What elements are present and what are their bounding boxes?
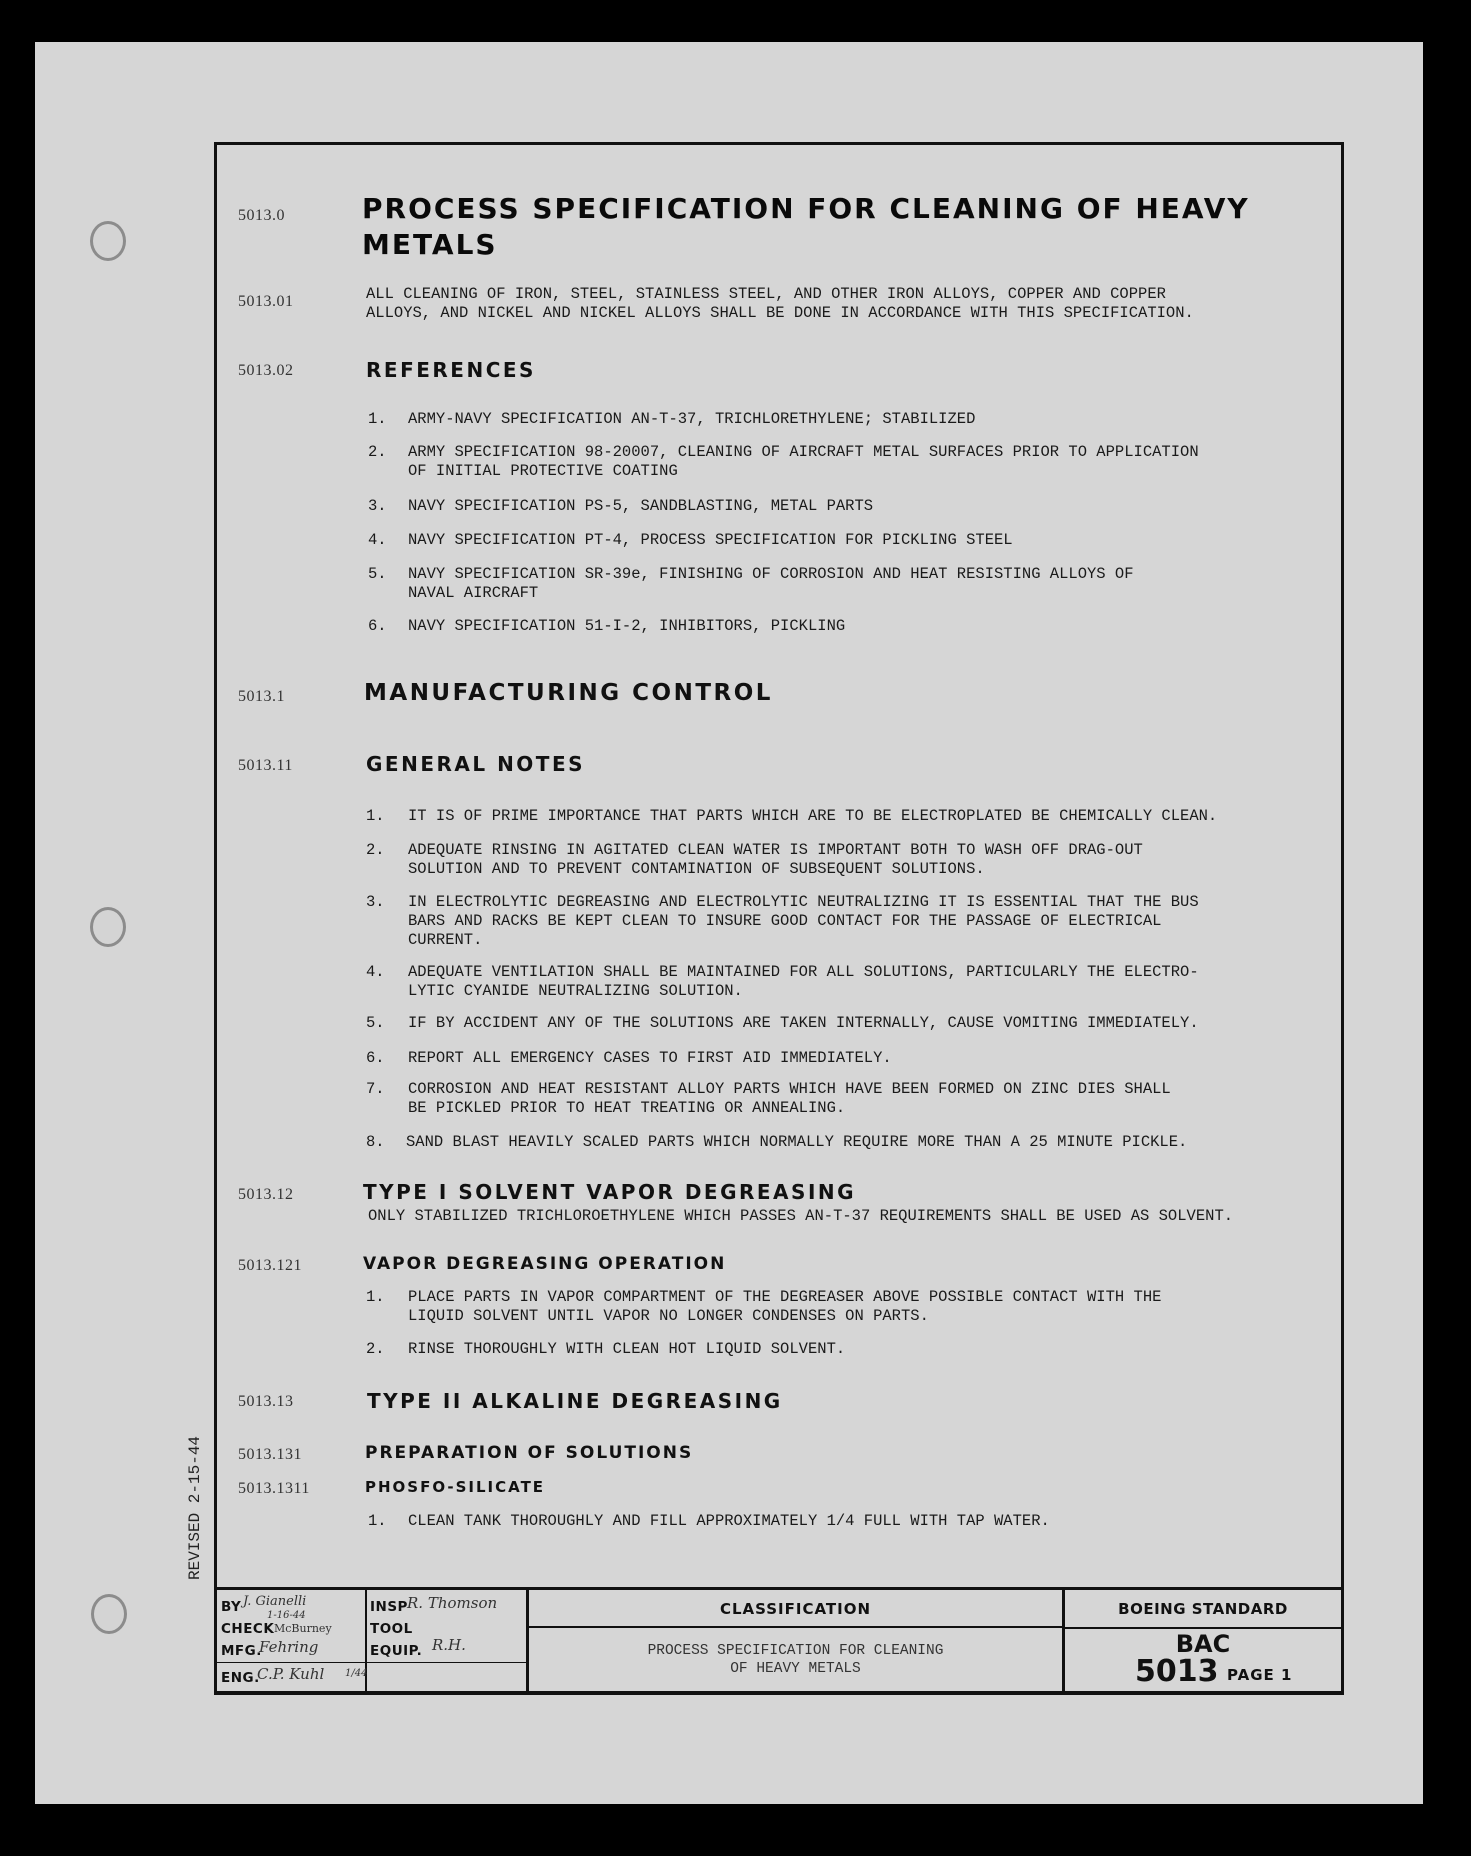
tool-label: TOOL [370,1621,413,1637]
scope-text-line: ALLOYS, AND NICKEL AND NICKEL ALLOYS SHALL BE DONE IN ACCORDANCE WITH THIS SPECIFICATION. [366,304,1194,322]
list-number: 5. [368,565,387,583]
standard-label: BOEING STANDARD [1118,1600,1288,1618]
list-item-cont: SOLUTION AND TO PREVENT CONTAMINATION OF SUBSEQUENT SOLUTIONS. [408,860,985,878]
equip-label: EQUIP. [370,1643,423,1659]
classification-label: CLASSIFICATION [719,1600,872,1618]
list-item-cont: LYTIC CYANIDE NEUTRALIZING SOLUTION. [408,982,743,1000]
section-heading: TYPE II ALKALINE DEGREASING [367,1389,783,1413]
section-number: 5013.1 [238,688,285,705]
section-heading: MANUFACTURING CONTROL [364,680,773,706]
classification-title-cont: OF HEAVY METALS [730,1661,861,1677]
section-heading: PHOSFO-SILICATE [365,1478,546,1496]
punch-hole-icon [91,1594,127,1634]
list-number: 1. [366,1288,385,1306]
list-number: 2. [366,1340,385,1358]
insp-label: INSP [370,1599,408,1615]
eng-signature: C.P. Kuhl [257,1665,325,1683]
eng-label: ENG. [221,1670,260,1686]
section-heading: PREPARATION OF SOLUTIONS [365,1443,694,1463]
insp-signature: R. Thomson [407,1594,498,1612]
list-number: 8. [366,1133,385,1151]
scope-text-line: ALL CLEANING OF IRON, STEEL, STAINLESS STEEL, AND OTHER IRON ALLOYS, COPPER AND COPPER [366,285,1166,303]
equip-signature: R.H. [432,1636,466,1654]
list-item: NAVY SPECIFICATION PT-4, PROCESS SPECIFICATION FOR PICKLING STEEL [408,531,1013,549]
section-heading: VAPOR DEGREASING OPERATION [363,1254,727,1274]
list-item-cont: BE PICKLED PRIOR TO HEAT TREATING OR ANNEALING. [408,1099,846,1117]
document-number: 5013 [1135,1654,1219,1689]
section-heading: REFERENCES [366,358,536,382]
section-number: 5013.0 [238,207,285,224]
punch-hole-icon [90,221,126,261]
title-block [214,1587,1344,1694]
list-item: IN ELECTROLYTIC DEGREASING AND ELECTROLYTIC NEUTRALIZING IT IS ESSENTIAL THAT THE BUS [408,893,1199,911]
list-number: 4. [366,963,385,981]
list-item: PLACE PARTS IN VAPOR COMPARTMENT OF THE DEGREASER ABOVE POSSIBLE CONTACT WITH THE [408,1288,1162,1306]
list-item: ARMY-NAVY SPECIFICATION AN-T-37, TRICHLORETHYLENE; STABILIZED [408,410,976,428]
list-number: 3. [366,893,385,911]
classification-title: PROCESS SPECIFICATION FOR CLEANING [647,1643,944,1659]
list-item: NAVY SPECIFICATION 51-I-2, INHIBITORS, PICKLING [408,617,846,635]
list-number: 4. [368,531,387,549]
section-heading: TYPE I SOLVENT VAPOR DEGREASING [363,1180,857,1204]
check-label: CHECK [221,1621,275,1637]
list-number: 1. [366,807,385,825]
date-note: 1-16-44 [267,1610,306,1621]
list-item: IF BY ACCIDENT ANY OF THE SOLUTIONS ARE TAKEN INTERNALLY, CAUSE VOMITING IMMEDIATELY. [408,1014,1199,1032]
section-text: ONLY STABILIZED TRICHLOROETHYLENE WHICH PASSES AN-T-37 REQUIREMENTS SHALL BE USED AS SOLVENT. [368,1207,1234,1225]
by-signature: J. Gianelli [243,1594,307,1609]
check-signature: McBurney [274,1622,332,1635]
punch-hole-icon [90,907,126,947]
section-number: 5013.121 [238,1257,302,1274]
page-title: PROCESS SPECIFICATION FOR CLEANING OF HEAVY [362,192,1250,225]
section-number: 5013.02 [238,362,294,379]
section-number: 5013.13 [238,1393,294,1410]
list-item-cont: OF INITIAL PROTECTIVE COATING [408,462,678,480]
section-number: 5013.1311 [238,1480,310,1497]
list-number: 1. [368,1512,387,1530]
page-number: PAGE 1 [1227,1666,1293,1684]
list-item-cont: NAVAL AIRCRAFT [408,584,539,602]
list-item: IT IS OF PRIME IMPORTANCE THAT PARTS WHICH ARE TO BE ELECTROPLATED BE CHEMICALLY CLEAN. [408,807,1218,825]
list-number: 5. [366,1014,385,1032]
mfg-label: MFG. [221,1643,262,1659]
list-number: 2. [368,443,387,461]
list-number: 6. [368,617,387,635]
list-number: 1. [368,410,387,428]
by-label: BY [221,1599,242,1615]
mfg-signature: Fehring [259,1638,319,1656]
list-item: ADEQUATE VENTILATION SHALL BE MAINTAINED FOR ALL SOLUTIONS, PARTICULARLY THE ELECTRO- [408,963,1199,981]
section-number: 5013.131 [238,1446,302,1463]
section-number: 5013.11 [238,757,293,774]
list-item: RINSE THOROUGHLY WITH CLEAN HOT LIQUID SOLVENT. [408,1340,846,1358]
list-item-cont: BARS AND RACKS BE KEPT CLEAN TO INSURE GOOD CONTACT FOR THE PASSAGE OF ELECTRICAL [408,912,1162,930]
section-heading: GENERAL NOTES [366,752,586,776]
eng-date: 1/44 [345,1668,368,1679]
list-number: 2. [366,841,385,859]
section-number: 5013.12 [238,1186,294,1203]
list-item: NAVY SPECIFICATION SR-39e, FINISHING OF CORROSION AND HEAT RESISTING ALLOYS OF [408,565,1134,583]
list-item-cont: LIQUID SOLVENT UNTIL VAPOR NO LONGER CONDENSES ON PARTS. [408,1307,929,1325]
list-number: 7. [366,1080,385,1098]
list-number: 6. [366,1049,385,1067]
list-number: 3. [368,497,387,515]
list-item: REPORT ALL EMERGENCY CASES TO FIRST AID IMMEDIATELY. [408,1049,892,1067]
list-item: SAND BLAST HEAVILY SCALED PARTS WHICH NORMALLY REQUIRE MORE THAN A 25 MINUTE PICKLE. [406,1133,1188,1151]
page-title-cont: METALS [362,228,498,261]
list-item: NAVY SPECIFICATION PS-5, SANDBLASTING, METAL PARTS [408,497,874,515]
list-item: CLEAN TANK THOROUGHLY AND FILL APPROXIMATELY 1/4 FULL WITH TAP WATER. [408,1512,1050,1530]
list-item-cont: CURRENT. [408,931,483,949]
list-item: CORROSION AND HEAT RESISTANT ALLOY PARTS WHICH HAVE BEEN FORMED ON ZINC DIES SHALL [408,1080,1171,1098]
section-number: 5013.01 [238,293,294,310]
bac-label: BAC [1175,1630,1231,1658]
list-item: ARMY SPECIFICATION 98-20007, CLEANING OF AIRCRAFT METAL SURFACES PRIOR TO APPLICATION [408,443,1199,461]
list-item: ADEQUATE RINSING IN AGITATED CLEAN WATER IS IMPORTANT BOTH TO WASH OFF DRAG-OUT [408,841,1143,859]
revision-note: REVISED 2-15-44 [186,1435,204,1580]
